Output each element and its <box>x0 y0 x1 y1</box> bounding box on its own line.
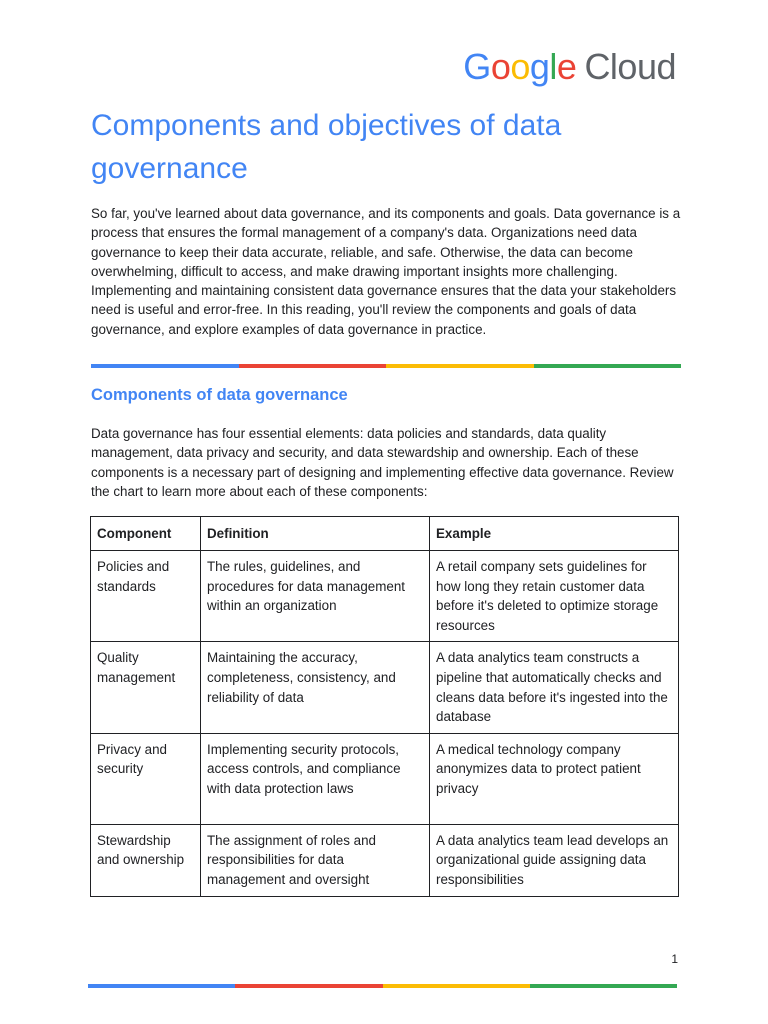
cell-example: A data analytics team constructs a pipeline that automatically checks and cleans data before it's ingested into the database <box>430 642 679 733</box>
divider-segment <box>88 984 235 988</box>
logo-letter: g <box>529 46 550 87</box>
cell-definition: The rules, guidelines, and procedures for data management within an organization <box>201 551 430 642</box>
table-row <box>91 733 679 824</box>
color-divider <box>91 364 681 368</box>
logo-letter: e <box>556 46 577 87</box>
intro-paragraph: So far, you've learned about data governance, and its components and goals. Data governance is a process that ensures the formal management of a company's data. Organizations need data governance to keep their data accurate, reliable, and safe. Otherwise, the data can become overwhelming, difficult to access, and make drawing important insights more challenging. Implementing and maintaining consistent data governance ensures that the data your stakeholders need is useful and error-free. In this reading, you'll review the components and goals of data governance, and explore examples of data governance in practice. <box>91 206 681 337</box>
divider-segment <box>235 984 382 988</box>
divider-segment <box>91 364 239 368</box>
table-header-row <box>91 517 679 551</box>
cell-example: A retail company sets guidelines for how long they retain customer data before it's deleted to optimize storage resources <box>430 551 679 642</box>
cell-example: A medical technology company anonymizes data to protect patient privacy <box>430 733 679 824</box>
column-header-component: Component <box>91 517 201 551</box>
google-wordmark <box>463 46 576 88</box>
column-header-example: Example <box>430 517 679 551</box>
table-row <box>91 551 679 642</box>
logo-letter: o <box>510 46 530 87</box>
table-row <box>91 642 679 733</box>
cell-example: A data analytics team lead develops an organizational guide assigning data responsibilities <box>430 824 679 896</box>
logo-letter: o <box>490 46 511 87</box>
table-row <box>91 824 679 896</box>
section-paragraph: Data governance has four essential elements: data policies and standards, data quality management, data privacy and security, and data stewardship and ownership. Each of these components is a necessary part of designing and implementing effective data governance. Review the chart to learn more about each of these components: <box>91 426 674 499</box>
logo-letter: l <box>549 46 557 87</box>
page-number: 1 <box>671 952 678 966</box>
cloud-wordmark: Cloud <box>584 46 676 87</box>
divider-segment <box>530 984 677 988</box>
cell-definition: Implementing security protocols, access controls, and compliance with data protection laws <box>201 733 430 824</box>
section-heading: Components of data governance <box>91 386 348 404</box>
divider-segment <box>534 364 682 368</box>
cell-definition: Maintaining the accuracy, completeness, consistency, and reliability of data <box>201 642 430 733</box>
divider-segment <box>239 364 387 368</box>
footer-color-divider <box>88 984 677 988</box>
cell-component: Privacy and security <box>91 733 201 824</box>
cell-component: Stewardship and ownership <box>91 824 201 896</box>
components-table <box>90 516 679 897</box>
cell-component: Policies and standards <box>91 551 201 642</box>
divider-segment <box>383 984 530 988</box>
logo-letter: G <box>463 46 491 87</box>
google-cloud-logo <box>463 46 676 88</box>
page-title: Components and objectives of data governance <box>91 109 562 185</box>
column-header-definition: Definition <box>201 517 430 551</box>
cell-component: Quality management <box>91 642 201 733</box>
cell-definition: The assignment of roles and responsibilities for data management and oversight <box>201 824 430 896</box>
divider-segment <box>386 364 534 368</box>
